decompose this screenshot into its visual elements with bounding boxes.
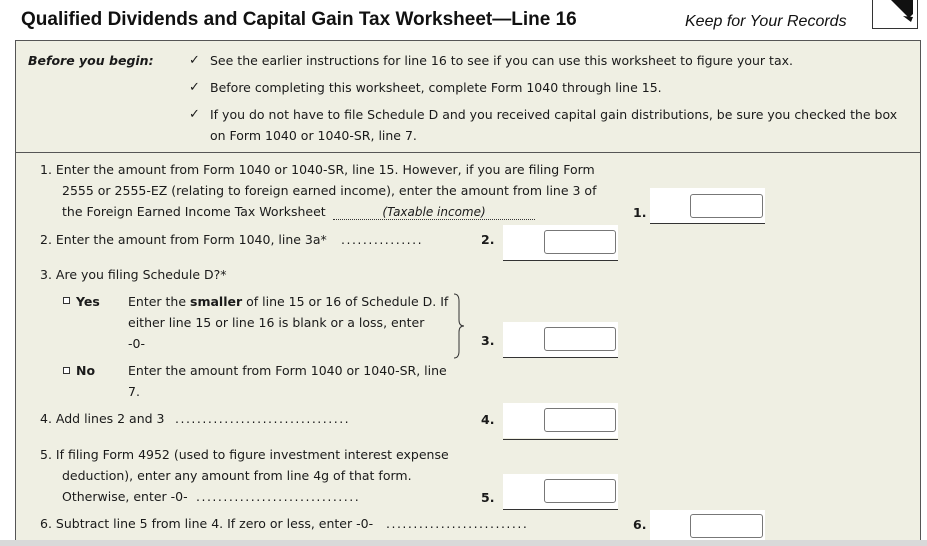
yes-text-line-3: -0- <box>128 336 145 351</box>
line-1-underline <box>650 223 765 224</box>
line-5-text: 5. If filing Form 4952 (used to figure investment interest expense <box>40 447 449 462</box>
line-1-text-2: 2555 or 2555-EZ (relating to foreign earned income), enter the amount from line 3 of <box>62 183 597 198</box>
no-text-line-1: Enter the amount from Form 1040 or 1040-SR, line <box>128 363 447 378</box>
no-text-line-2: 7. <box>128 384 140 399</box>
line-1-text: 1. Enter the amount from Form 1040 or 1040-SR, line 15. However, if you are filing Form <box>40 162 595 177</box>
line-3-number: 3. <box>481 333 495 348</box>
line-4-text: 4. Add lines 2 and 3 <box>40 411 165 426</box>
horizontal-scrollbar[interactable] <box>0 540 927 546</box>
yes-text-line-2: either line 15 or line 16 is blank or a loss, enter <box>128 315 425 330</box>
no-label: No <box>76 363 96 378</box>
before-item-2: Before completing this worksheet, complete Form 1040 through line 15. <box>210 80 662 95</box>
line-6-leader-dots: .......................... <box>386 516 529 531</box>
line-5-text-3: Otherwise, enter -0- <box>62 489 188 504</box>
line-1-text-3: the Foreign Earned Income Tax Worksheet <box>62 204 326 219</box>
worksheet-title: Qualified Dividends and Capital Gain Tax Worksheet—Line 16 <box>21 9 577 30</box>
before-item-3-line-2: on Form 1040 or 1040-SR, line 7. <box>210 128 417 143</box>
line-5-text-2: deduction), enter any amount from line 4g of that form. <box>62 468 412 483</box>
line-6-text: 6. Subtract line 5 from line 4. If zero or less, enter -0- <box>40 516 374 531</box>
edit-button[interactable] <box>872 0 918 29</box>
line-4-underline <box>503 439 618 440</box>
before-item-1: See the earlier instructions for line 16 to see if you can use this worksheet to figure your tax. <box>210 53 793 68</box>
line-2-text: 2. Enter the amount from Form 1040, line 3a* <box>40 232 327 247</box>
line-2-amount-input[interactable] <box>544 230 616 254</box>
line-5-number: 5. <box>481 490 495 505</box>
line-5-underline <box>503 509 618 510</box>
yes-text-smaller: smaller <box>190 294 243 309</box>
line-1-number: 1. <box>633 205 647 220</box>
line-5-leader-dots: .............................. <box>196 489 361 504</box>
taxable-income-label: (Taxable income) <box>333 205 535 220</box>
keep-records-note: Keep for Your Records <box>685 13 847 30</box>
pencil-icon <box>873 0 917 28</box>
line-4-number: 4. <box>481 412 495 427</box>
check-icon: ✓ <box>189 107 200 122</box>
yes-text-line-1 <box>128 291 448 312</box>
before-item-3-line-1: If you do not have to file Schedule D and you received capital gain distributions, be sure you checked the box <box>210 107 898 122</box>
line-5-amount-input[interactable] <box>544 479 616 503</box>
before-you-begin-label: Before you begin: <box>28 53 154 68</box>
no-checkbox[interactable] <box>63 367 70 374</box>
line-4-leader-dots: ................................ <box>175 411 351 426</box>
line-6-number: 6. <box>633 517 647 532</box>
line-4-amount-input[interactable] <box>544 408 616 432</box>
line-3-amount-input[interactable] <box>544 327 616 351</box>
line-2-underline <box>503 260 618 261</box>
check-icon: ✓ <box>189 80 200 95</box>
yes-text-1a: Enter the <box>128 294 191 309</box>
yes-text-1c: of line 15 or 16 of Schedule D. If <box>242 294 449 309</box>
line-1-amount-input[interactable] <box>690 194 763 218</box>
brace-icon <box>452 293 466 359</box>
line-3-underline <box>503 357 618 358</box>
line-2-number: 2. <box>481 232 495 247</box>
line-3-text: 3. Are you filing Schedule D?* <box>40 267 227 282</box>
yes-checkbox[interactable] <box>63 297 70 304</box>
line-2-leader-dots: ............... <box>341 232 424 247</box>
yes-label: Yes <box>76 294 100 309</box>
section-divider <box>15 152 921 153</box>
check-icon: ✓ <box>189 53 200 68</box>
line-6-amount-input[interactable] <box>690 514 763 538</box>
